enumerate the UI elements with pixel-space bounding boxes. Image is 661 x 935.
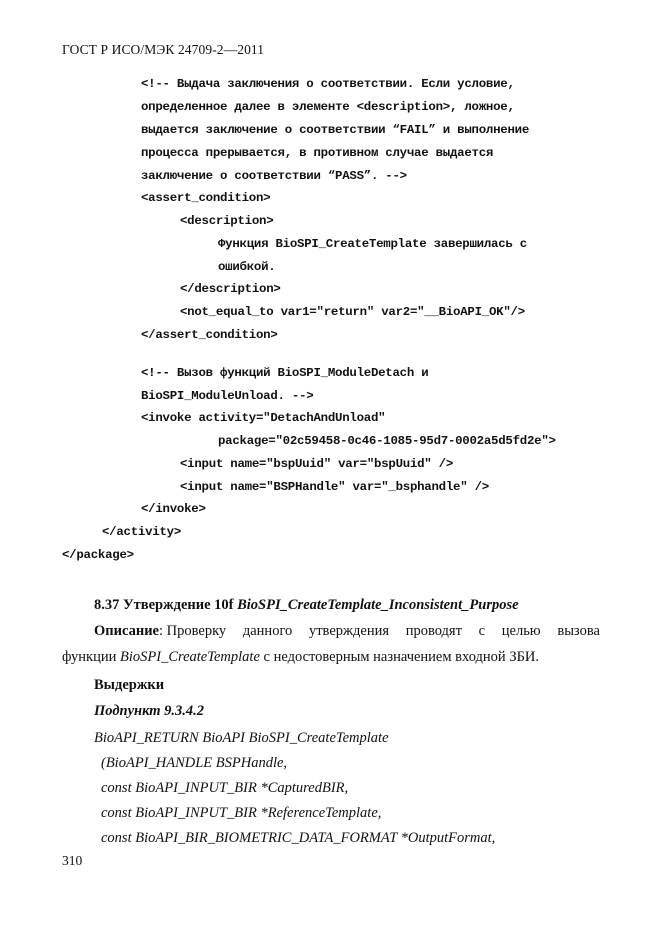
signature-line: BioAPI_RETURN BioAPI BioSPI_CreateTemplate	[94, 730, 389, 746]
description-label: Описание	[94, 623, 159, 639]
document-header: ГОСТ Р ИСО/МЭК 24709-2—2011	[62, 42, 265, 57]
description-line-2	[62, 649, 539, 666]
description-line-1	[94, 623, 600, 640]
code-line: </assert_condition>	[141, 328, 278, 342]
code-line: <description>	[180, 214, 274, 228]
code-line: </description>	[180, 282, 281, 296]
code-line: BioSPI_ModuleUnload. -->	[141, 389, 314, 403]
signature-line: const BioAPI_INPUT_BIR *CapturedBIR,	[101, 780, 349, 796]
description-prefix: функции	[62, 649, 120, 665]
code-line: <!-- Вызов функций BioSPI_ModuleDetach и	[141, 366, 429, 380]
section-number-title: 8.37 Утверждение 10f	[94, 597, 238, 613]
signature-line: const BioAPI_BIR_BIOMETRIC_DATA_FORMAT *OutputFormat,	[101, 830, 496, 846]
code-line: </invoke>	[141, 502, 206, 516]
signature-line: const BioAPI_INPUT_BIR *ReferenceTemplate,	[101, 805, 382, 821]
section-assertion-name: BioSPI_CreateTemplate_Inconsistent_Purpose	[237, 597, 519, 613]
code-line: определенное далее в элементе <description>, ложное,	[141, 100, 515, 114]
description-word: : Проверку	[159, 623, 227, 639]
code-line: <not_equal_to var1="return" var2="__BioAPI_OK"/>	[180, 305, 525, 319]
code-line: Функция BioSPI_CreateTemplate завершилась с	[218, 237, 527, 251]
description-word: целью	[501, 623, 541, 639]
description-word: с	[478, 623, 486, 639]
code-line: <assert_condition>	[141, 191, 271, 205]
code-line: процесса прерывается, в противном случае выдается	[141, 146, 494, 160]
code-line: выдается заключение о соответствии “FAIL” и выполнение	[141, 123, 530, 137]
section-heading	[94, 597, 519, 614]
description-word: данного	[242, 623, 293, 639]
code-line: <!-- Выдача заключения о соответствии. Если условие,	[141, 77, 515, 91]
code-line: <invoke activity="DetachAndUnload"	[141, 411, 386, 425]
code-line: ошибкой.	[218, 260, 276, 274]
page-number: 310	[62, 853, 83, 868]
description-function: BioSPI_CreateTemplate	[120, 649, 260, 665]
signature-line: (BioAPI_HANDLE BSPHandle,	[101, 755, 288, 771]
subclause-heading: Подпункт 9.3.4.2	[94, 703, 205, 719]
description-suffix: с недостоверным назначением входной ЗБИ.	[259, 649, 540, 665]
code-line: заключение о соответствии “PASS”. -->	[141, 169, 407, 183]
description-word: вызова	[557, 623, 600, 639]
code-line: <input name="bspUuid" var="bspUuid" />	[180, 457, 454, 471]
excerpts-heading: Выдержки	[94, 677, 165, 693]
code-line: package="02c59458-0c46-1085-95d7-0002a5d5fd2e">	[218, 434, 556, 448]
description-first-word	[94, 623, 226, 640]
code-line: </package>	[62, 548, 134, 562]
code-line: </activity>	[102, 525, 182, 539]
code-line: <input name="BSPHandle" var="_bsphandle" />	[180, 480, 489, 494]
description-word: проводят	[405, 623, 462, 639]
description-word: утверждения	[308, 623, 390, 639]
